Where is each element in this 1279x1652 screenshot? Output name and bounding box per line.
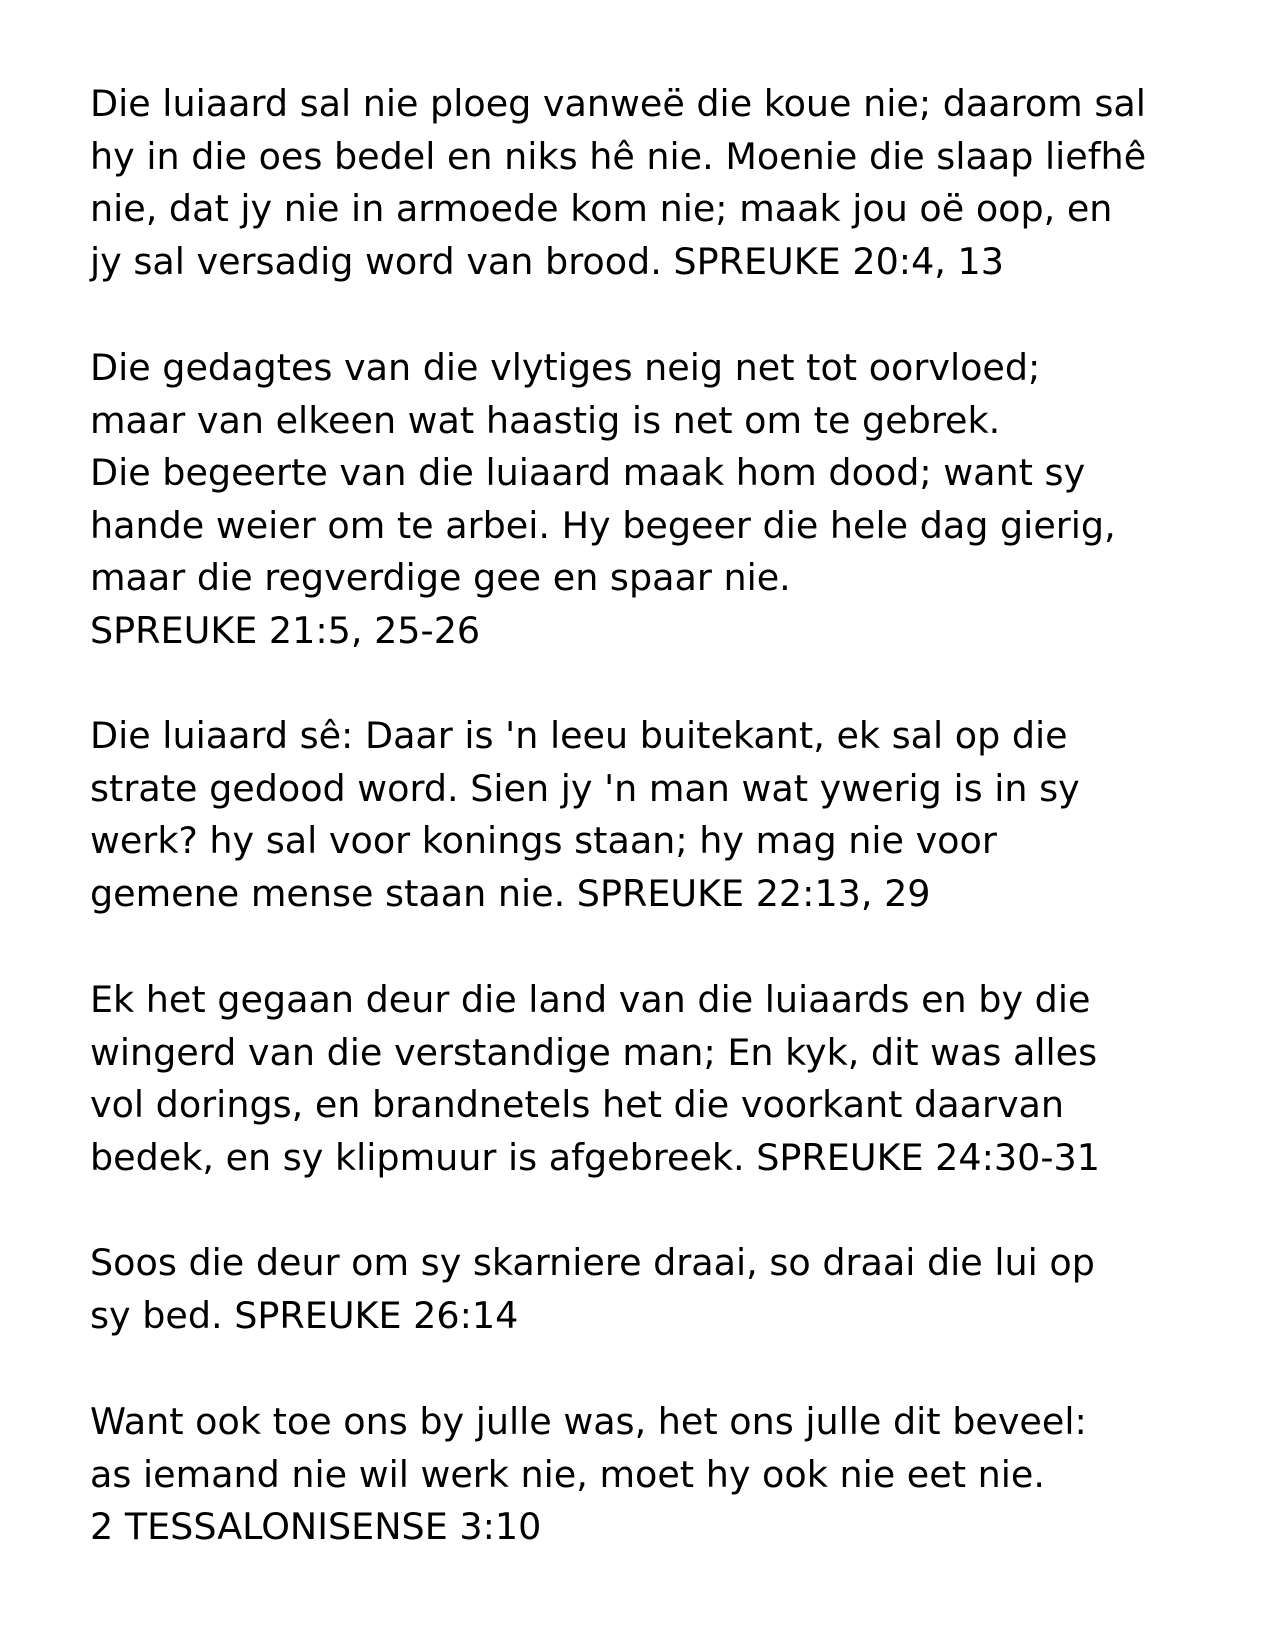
passage-line: Die luiaard sê: Daar is 'n leeu buitekant, ek sal op die [90, 714, 1068, 757]
passage-reference: SPREUKE 21:5, 25-26 [90, 608, 481, 652]
passage-line: werk? hy sal voor konings staan; hy mag nie voor [90, 819, 997, 862]
passage-line: jy sal versadig word van brood. SPREUKE 20:4, 13 [90, 239, 1004, 283]
passage-line: Die gedagtes van die vlytiges neig net tot oorvloed; [90, 346, 1041, 389]
passage-spreuke-24 [90, 974, 1270, 1184]
passage-line: Soos die deur om sy skarniere draai, so draai die lui op [90, 1241, 1095, 1284]
passage-spreuke-20 [90, 78, 1270, 288]
passage-line: strate gedood word. Sien jy 'n man wat ywerig is in sy [90, 766, 1080, 810]
passage-line: maar van elkeen wat haastig is net om te gebrek. [90, 398, 1001, 442]
passage-line: Die begeerte van die luiaard maak hom dood; want sy [90, 451, 1086, 494]
passage-line: gemene mense staan nie. SPREUKE 22:13, 29 [90, 871, 931, 915]
passage-line: maar die regverdige gee en spaar nie. [90, 556, 791, 599]
passage-line: Want ook toe ons by julle was, het ons julle dit beveel: [90, 1400, 1087, 1443]
passage-line: hy in die oes bedel en niks hê nie. Moenie die slaap liefhê [90, 134, 1147, 178]
passage-line: as iemand nie wil werk nie, moet hy ook nie eet nie. [90, 1452, 1045, 1496]
passage-line: nie, dat jy nie in armoede kom nie; maak jou oë oop, en [90, 187, 1113, 230]
passage-spreuke-22 [90, 710, 1270, 920]
passage-line: sy bed. SPREUKE 26:14 [90, 1293, 519, 1337]
passage-spreuke-26 [90, 1237, 1270, 1342]
passage-line: bedek, en sy klipmuur is afgebreek. SPREUKE 24:30-31 [90, 1135, 1100, 1179]
passage-reference: 2 TESSALONISENSE 3:10 [90, 1505, 542, 1548]
passage-spreuke-21 [90, 342, 1270, 657]
passage-line: wingerd van die verstandige man; En kyk, dit was alles [90, 1030, 1098, 1074]
passage-line: Die luiaard sal nie ploeg vanweë die koue nie; daarom sal [90, 82, 1146, 125]
passage-line: vol dorings, en brandnetels het die voorkant daarvan [90, 1083, 1065, 1126]
passage-tessalonisense [90, 1396, 1270, 1554]
passage-line: Ek het gegaan deur die land van die luiaards en by die [90, 978, 1091, 1021]
passage-line: hande weier om te arbei. Hy begeer die hele dag gierig, [90, 503, 1116, 547]
